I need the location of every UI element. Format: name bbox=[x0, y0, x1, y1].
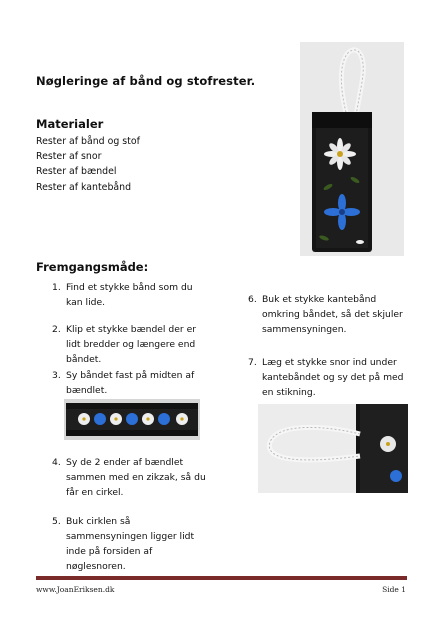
materials-list bbox=[36, 134, 140, 195]
step-text: Klip et stykke bændel der er lidt bredder og længere end båndet. bbox=[66, 324, 197, 365]
step-text: Sy båndet fast på midten af bændlet. bbox=[66, 370, 195, 396]
page-title: Nøgleringe af bånd og stofrester. bbox=[36, 74, 256, 88]
materials-item: Rester af bændel bbox=[36, 166, 117, 178]
procedure-step bbox=[52, 368, 212, 398]
finished-keyring-photo bbox=[300, 42, 404, 256]
procedure-step bbox=[52, 280, 212, 310]
materials-heading: Materialer bbox=[36, 117, 104, 131]
step-text: Buk cirklen så sammensyningen ligger lidt inde på forsiden af nøglesnoren. bbox=[66, 516, 195, 572]
cord-stitching-photo bbox=[258, 404, 408, 493]
step-number: 7. bbox=[248, 357, 257, 368]
footer-rule bbox=[36, 576, 407, 580]
step-text: Læg et stykke snor ind under kantebåndet og sy det på med en stikning. bbox=[262, 357, 404, 398]
procedure-step bbox=[52, 455, 212, 500]
step-number: 4. bbox=[52, 457, 61, 468]
step-text: Sy de 2 ender af bændlet sammen med en zikzak, så du får en cirkel. bbox=[66, 457, 206, 498]
procedure-heading: Fremgangsmåde: bbox=[36, 260, 149, 274]
materials-item: Rester af snor bbox=[36, 151, 102, 163]
step-number: 6. bbox=[248, 294, 257, 305]
step-text: Find et stykke bånd som du kan lide. bbox=[66, 282, 193, 308]
footer-website: www.JoanEriksen.dk bbox=[36, 585, 115, 594]
procedure-step bbox=[52, 514, 212, 574]
materials-item: Rester af kantebånd bbox=[36, 181, 132, 193]
procedure-step bbox=[248, 355, 410, 400]
ribbon-strip-photo bbox=[64, 399, 200, 440]
procedure-step bbox=[52, 322, 212, 367]
materials-item: Rester af bånd og stof bbox=[36, 136, 140, 147]
procedure-step bbox=[248, 292, 410, 337]
step-number: 3. bbox=[52, 370, 61, 381]
footer-page-number: Side 1 bbox=[382, 585, 406, 594]
step-text: Buk et stykke kantebånd omkring båndet, så det skjuler sammensyningen. bbox=[262, 294, 403, 335]
step-number: 5. bbox=[52, 516, 61, 527]
step-number: 2. bbox=[52, 324, 61, 335]
step-number: 1. bbox=[52, 282, 61, 293]
